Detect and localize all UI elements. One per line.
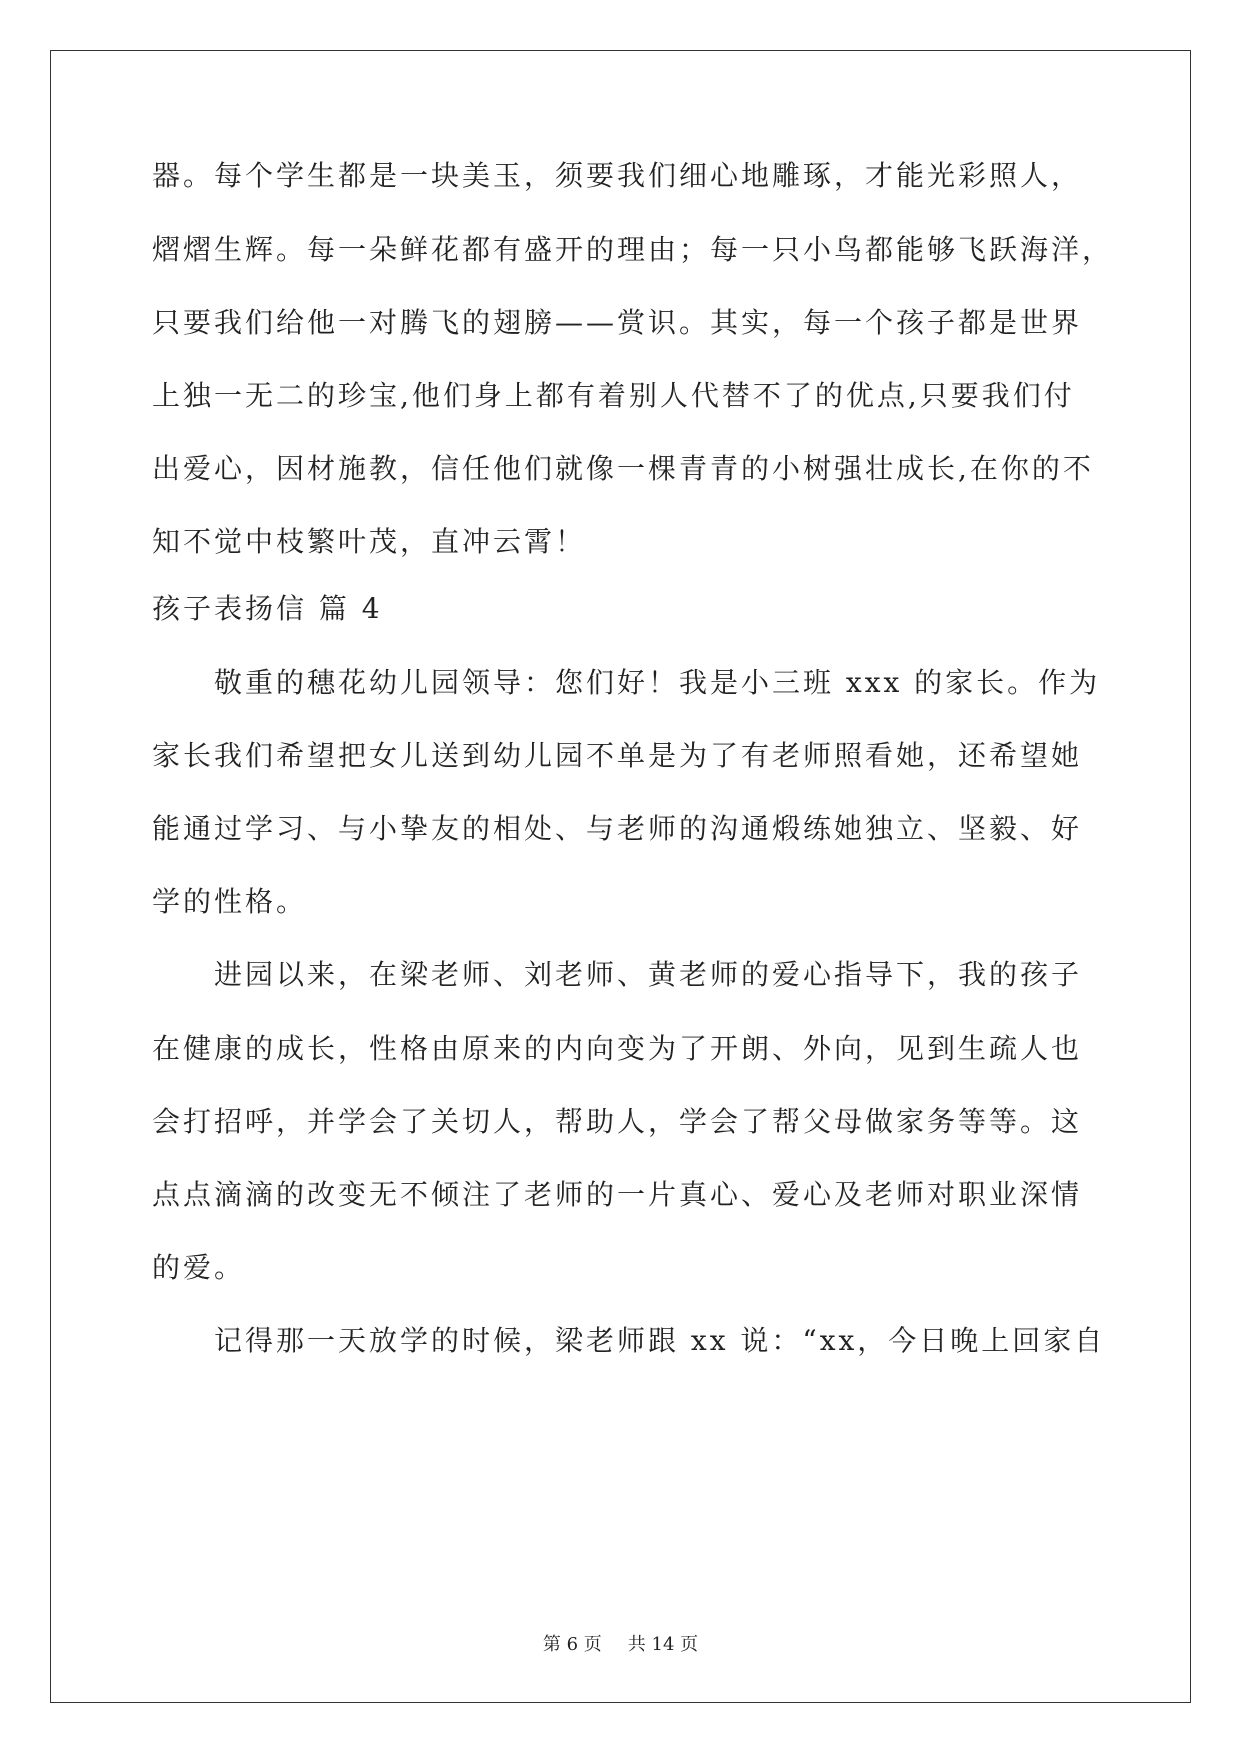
page-footer [0, 1634, 1241, 1656]
text-line: 知不觉中枝繁叶茂，直冲云霄！ [152, 525, 587, 558]
text-line: 器。每个学生都是一块美玉，须要我们细心地雕琢，才能光彩照人， [152, 159, 1083, 192]
text-line: 点点滴滴的改变无不倾注了老师的一片真心、爱心及老师对职业深情 [152, 1178, 1083, 1211]
paragraph-start-line: 记得那一天放学的时候，梁老师跟 xx 说：“xx，今日晚上回家自 [214, 1324, 1106, 1357]
page-total: 共 14 页 [627, 1634, 699, 1655]
section-heading: 孩子表扬信 篇 4 [152, 592, 383, 625]
text-line: 能通过学习、与小挚友的相处、与老师的沟通煅练她独立、坚毅、好 [152, 812, 1083, 845]
text-line: 的爱。 [152, 1251, 246, 1284]
page-border [50, 50, 1191, 1703]
text-line: 只要我们给他一对腾飞的翅膀——赏识。其实，每一个孩子都是世界 [152, 306, 1083, 339]
text-line: 在健康的成长，性格由原来的内向变为了开朗、外向，见到生疏人也 [152, 1032, 1083, 1065]
paragraph-start-line: 敬重的穗花幼儿园领导：您们好！我是小三班 xxx 的家长。作为 [214, 666, 1101, 699]
page-number: 第 6 页 [542, 1634, 602, 1655]
text-line: 学的性格。 [152, 885, 308, 918]
text-line: 会打招呼，并学会了关切人，帮助人，学会了帮父母做家务等等。这 [152, 1105, 1083, 1138]
text-line: 上独一无二的珍宝,他们身上都有着别人代替不了的优点,只要我们付 [152, 379, 1075, 412]
text-line: 出爱心，因材施教，信任他们就像一棵青青的小树强壮成长,在你的不 [152, 452, 1094, 485]
paragraph-start-line: 进园以来，在梁老师、刘老师、黄老师的爱心指导下，我的孩子 [214, 958, 1083, 991]
text-line: 熠熠生辉。每一朵鲜花都有盛开的理由；每一只小鸟都能够飞跃海洋， [152, 233, 1114, 266]
text-line: 家长我们希望把女儿送到幼儿园不单是为了有老师照看她，还希望她 [152, 739, 1083, 772]
